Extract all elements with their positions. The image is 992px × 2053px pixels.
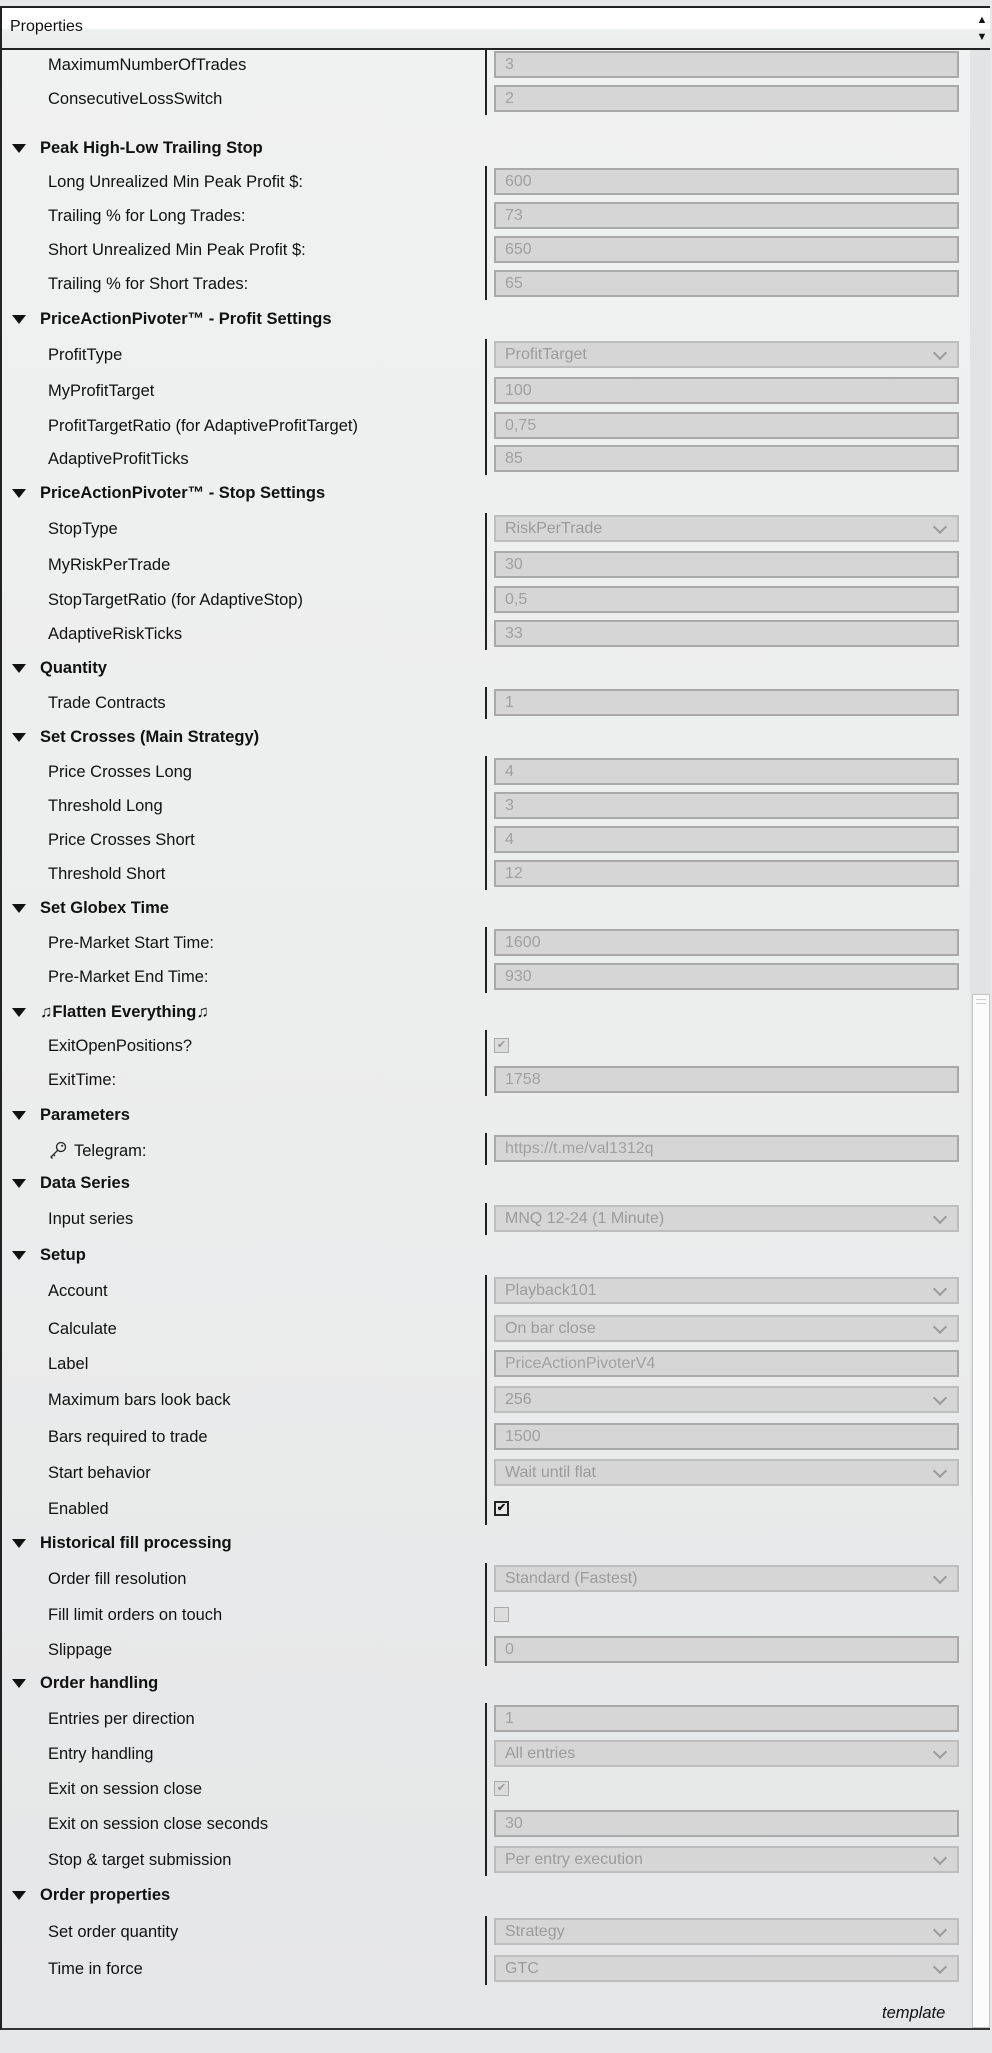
- property-label-text: Exit on session close: [48, 1780, 203, 1798]
- property-input[interactable]: [494, 85, 959, 112]
- chevron-down-icon[interactable]: [933, 346, 947, 360]
- property-label-text: Trailing % for Short Trades:: [48, 275, 249, 293]
- property-row: [2, 688, 962, 718]
- property-grid: [2, 8, 990, 2028]
- property-label: [48, 968, 208, 987]
- property-label: [48, 1851, 231, 1870]
- property-dropdown[interactable]: [494, 1740, 959, 1767]
- property-value: Playback101: [505, 1281, 597, 1299]
- property-label: [48, 1320, 117, 1339]
- property-label-text: Short Unrealized Min Peak Profit $:: [48, 241, 306, 259]
- property-input[interactable]: [494, 826, 959, 853]
- category-label: Peak High-Low Trailing Stop: [40, 138, 263, 157]
- property-row: [2, 1065, 962, 1095]
- property-label-text: AdaptiveProfitTicks: [48, 450, 189, 468]
- property-input[interactable]: [494, 551, 959, 578]
- property-label-text: Slippage: [48, 1641, 113, 1659]
- property-input[interactable]: [494, 860, 959, 887]
- property-label-text: Order fill resolution: [48, 1570, 187, 1588]
- category-label: PriceActionPivoter™ - Profit Settings: [40, 309, 332, 328]
- property-dropdown[interactable]: [494, 1459, 959, 1486]
- property-input[interactable]: [494, 202, 959, 229]
- triangle-up-icon[interactable]: ▲: [976, 14, 988, 26]
- property-dropdown[interactable]: [494, 1277, 959, 1304]
- property-label: [48, 1570, 186, 1589]
- property-label-text: Threshold Long: [48, 797, 163, 815]
- property-value: 600: [505, 172, 532, 190]
- property-dropdown[interactable]: [494, 1846, 959, 1873]
- property-label-text: MaximumNumberOfTrades: [48, 56, 247, 74]
- property-label-text: Trailing % for Long Trades:: [48, 207, 246, 225]
- property-label-text: Fill limit orders on touch: [48, 1606, 223, 1624]
- property-label-text: Set order quantity: [48, 1923, 179, 1941]
- property-row: [2, 1600, 962, 1630]
- property-input[interactable]: [494, 1810, 959, 1837]
- property-value: 4: [505, 830, 514, 848]
- category-label: Quantity: [40, 658, 107, 677]
- property-value: Per entry execution: [505, 1850, 643, 1868]
- property-row: [2, 1494, 962, 1524]
- property-label: [48, 90, 222, 109]
- property-row: [2, 167, 962, 197]
- property-checkbox[interactable]: [494, 1038, 509, 1053]
- checkmark-icon: ✔: [496, 1502, 507, 1514]
- property-label-text: Bars required to trade: [48, 1428, 208, 1446]
- property-input[interactable]: [494, 1705, 959, 1732]
- property-input[interactable]: [494, 445, 959, 472]
- property-label-text: Maximum bars look back: [48, 1391, 231, 1409]
- property-row: [2, 1739, 962, 1769]
- property-label-text: ExitOpenPositions?: [48, 1037, 192, 1055]
- property-row: [2, 1134, 962, 1164]
- collapse-triangle-icon[interactable]: [12, 1008, 26, 1017]
- property-label: [48, 346, 122, 365]
- category-header[interactable]: [2, 722, 962, 752]
- property-checkbox[interactable]: [494, 1781, 509, 1796]
- collapse-triangle-icon[interactable]: [12, 315, 26, 324]
- property-input[interactable]: [494, 1135, 959, 1162]
- category-header[interactable]: [2, 1240, 962, 1270]
- property-label: [48, 382, 154, 401]
- property-label: [48, 934, 214, 953]
- property-label: [48, 417, 358, 436]
- category-header[interactable]: [2, 478, 962, 508]
- property-label-text: Price Crosses Short: [48, 831, 195, 849]
- category-header[interactable]: [2, 653, 962, 683]
- property-label: [48, 556, 170, 575]
- property-label-text: Threshold Short: [48, 865, 166, 883]
- checkmark-icon: ✔: [496, 1039, 507, 1051]
- property-value: 30: [505, 555, 523, 573]
- property-label: [48, 1500, 109, 1519]
- property-label: [48, 1960, 143, 1979]
- property-value: PriceActionPivoterV4: [505, 1354, 656, 1372]
- category-header[interactable]: [2, 1168, 962, 1198]
- collapse-triangle-icon[interactable]: [12, 489, 26, 498]
- property-label: [48, 56, 246, 75]
- property-label: [48, 1815, 268, 1834]
- triangle-down-icon[interactable]: ▼: [976, 31, 988, 43]
- property-row: [2, 619, 962, 649]
- collapse-triangle-icon[interactable]: [12, 733, 26, 742]
- property-label-text: ProfitTargetRatio (for AdaptiveProfitTarget): [48, 417, 358, 435]
- property-checkbox[interactable]: [494, 1607, 509, 1622]
- property-value: 0,75: [505, 416, 537, 434]
- chevron-down-icon[interactable]: [933, 1320, 947, 1334]
- property-row: [2, 444, 962, 474]
- property-input[interactable]: [494, 412, 959, 439]
- property-row: [2, 201, 962, 231]
- property-row: [2, 859, 962, 889]
- property-input[interactable]: [494, 270, 959, 297]
- chevron-down-icon[interactable]: [933, 1210, 947, 1224]
- property-input[interactable]: [494, 51, 959, 78]
- property-label-text: Entry handling: [48, 1745, 154, 1763]
- property-row: [2, 340, 962, 370]
- property-label-text: StopTargetRatio (for AdaptiveStop): [48, 591, 303, 609]
- property-value: https://t.me/val1312q: [505, 1139, 654, 1157]
- property-label: [48, 1210, 133, 1229]
- property-row: [2, 1458, 962, 1488]
- property-label-text: Label: [48, 1355, 89, 1373]
- property-label: [48, 763, 192, 782]
- property-input[interactable]: [494, 586, 959, 613]
- property-value: 3: [505, 796, 514, 814]
- category-label: Historical fill processing: [40, 1533, 232, 1552]
- property-input[interactable]: [494, 377, 959, 404]
- category-header[interactable]: [2, 1100, 962, 1130]
- property-dropdown[interactable]: [494, 1386, 959, 1413]
- property-label-text: ProfitType: [48, 346, 123, 364]
- property-label: [48, 1710, 195, 1729]
- collapse-triangle-icon[interactable]: [12, 664, 26, 673]
- property-label: [48, 275, 248, 294]
- property-value: 0: [505, 1640, 514, 1658]
- property-value: 4: [505, 762, 514, 780]
- property-value: 1: [505, 693, 514, 711]
- property-row: [2, 791, 962, 821]
- property-dropdown[interactable]: [494, 1565, 959, 1592]
- property-value: 650: [505, 240, 532, 258]
- property-label: [48, 520, 118, 539]
- key-icon: [48, 1140, 68, 1165]
- property-value: Wait until flat: [505, 1463, 596, 1481]
- property-row: [2, 1704, 962, 1734]
- property-label-text: MyProfitTarget: [48, 382, 155, 400]
- property-dropdown[interactable]: [494, 1955, 959, 1982]
- property-value: GTC: [505, 1959, 539, 1977]
- property-value: Strategy: [505, 1922, 565, 1940]
- property-value: 1758: [505, 1070, 541, 1088]
- property-value: 2: [505, 89, 514, 107]
- property-label: [48, 797, 163, 816]
- property-label: [48, 1923, 178, 1942]
- collapse-triangle-icon[interactable]: [12, 1251, 26, 1260]
- property-label-text: Start behavior: [48, 1464, 151, 1482]
- property-label-text: ExitTime:: [48, 1071, 117, 1089]
- property-dropdown[interactable]: [494, 1205, 959, 1232]
- property-value: All entries: [505, 1744, 576, 1762]
- property-input[interactable]: [494, 689, 959, 716]
- property-dropdown[interactable]: [494, 515, 959, 542]
- property-row: [2, 1204, 962, 1234]
- property-row: [2, 235, 962, 265]
- chevron-down-icon[interactable]: [933, 1851, 947, 1865]
- property-row: [2, 1314, 962, 1344]
- property-value: 1600: [505, 933, 541, 951]
- property-label-text: Telegram:: [74, 1142, 147, 1160]
- property-row: [2, 84, 962, 114]
- property-input[interactable]: [494, 236, 959, 263]
- category-label: Parameters: [40, 1105, 130, 1124]
- property-input[interactable]: [494, 929, 959, 956]
- property-label: [48, 1282, 108, 1301]
- chevron-down-icon[interactable]: [933, 1960, 947, 1974]
- property-row: [2, 411, 962, 441]
- property-label: [48, 694, 166, 713]
- property-input[interactable]: [494, 1423, 959, 1450]
- property-label-text: Stop & target submission: [48, 1851, 232, 1869]
- chevron-down-icon[interactable]: [933, 520, 947, 534]
- property-row: [2, 1276, 962, 1306]
- property-label: [48, 865, 165, 884]
- property-checkbox[interactable]: [494, 1501, 509, 1516]
- property-value: Standard (Fastest): [505, 1569, 638, 1587]
- property-label: [48, 173, 303, 192]
- property-value: 3: [505, 55, 514, 73]
- category-label: Order handling: [40, 1673, 159, 1692]
- property-dropdown[interactable]: [494, 341, 959, 368]
- property-row: [2, 962, 962, 992]
- property-row: [2, 514, 962, 544]
- property-input[interactable]: [494, 1066, 959, 1093]
- property-value: 1: [505, 1709, 514, 1727]
- property-row: [2, 1809, 962, 1839]
- property-value: 12: [505, 864, 523, 882]
- collapse-triangle-icon[interactable]: [12, 904, 26, 913]
- property-row: [2, 757, 962, 787]
- property-label-text: Account: [48, 1282, 108, 1300]
- property-label-text: StopType: [48, 520, 118, 538]
- property-value: 100: [505, 381, 532, 399]
- property-row: [2, 585, 962, 615]
- category-label: Data Series: [40, 1173, 130, 1192]
- property-row: [2, 50, 962, 80]
- property-row: [2, 1564, 962, 1594]
- property-label-text: Price Crosses Long: [48, 763, 192, 781]
- vertical-scrollbar-thumb[interactable]: [972, 994, 990, 2028]
- property-value: 65: [505, 274, 523, 292]
- properties-panel: [0, 6, 990, 2030]
- property-label-text: ConsecutiveLossSwitch: [48, 90, 223, 108]
- category-label: ♫Flatten Everything♫: [40, 1002, 209, 1021]
- property-value: 0,5: [505, 590, 528, 608]
- category-label: Set Crosses (Main Strategy): [40, 727, 260, 746]
- category-header[interactable]: [2, 1880, 962, 1910]
- property-label-text: Pre-Market End Time:: [48, 968, 209, 986]
- collapse-triangle-icon[interactable]: [12, 144, 26, 153]
- property-label-text: Exit on session close seconds: [48, 1815, 269, 1833]
- property-value: 30: [505, 1814, 523, 1832]
- property-row: [2, 825, 962, 855]
- property-label: [48, 1745, 154, 1764]
- property-label: [48, 450, 189, 469]
- property-label: [48, 1391, 230, 1410]
- property-label-text: Long Unrealized Min Peak Profit $:: [48, 173, 303, 191]
- collapse-triangle-icon[interactable]: [12, 1891, 26, 1900]
- collapse-triangle-icon[interactable]: [12, 1179, 26, 1188]
- category-header[interactable]: [2, 304, 962, 334]
- property-row: [2, 1917, 962, 1947]
- property-label-text: AdaptiveRiskTicks: [48, 625, 183, 643]
- property-row: [2, 269, 962, 299]
- property-value: 930: [505, 967, 532, 985]
- property-label: [48, 1428, 208, 1447]
- chevron-down-icon[interactable]: [933, 1570, 947, 1584]
- collapse-triangle-icon[interactable]: [12, 1679, 26, 1688]
- property-label: [48, 1606, 222, 1625]
- property-label: [48, 241, 306, 260]
- property-label: [48, 207, 245, 226]
- property-dropdown[interactable]: [494, 1315, 959, 1342]
- property-label-text: Input series: [48, 1210, 134, 1228]
- chevron-down-icon[interactable]: [933, 1464, 947, 1478]
- property-dropdown[interactable]: [494, 1918, 959, 1945]
- chevron-down-icon[interactable]: [933, 1923, 947, 1937]
- property-row: [2, 376, 962, 406]
- property-label: [48, 1037, 192, 1056]
- property-value: 33: [505, 624, 523, 642]
- property-label-text: Entries per direction: [48, 1710, 195, 1728]
- property-label-text: Pre-Market Start Time:: [48, 934, 214, 952]
- checkmark-icon: ✔: [496, 1782, 507, 1794]
- property-label: [48, 1780, 202, 1799]
- property-row: [2, 1422, 962, 1452]
- property-label: [48, 625, 182, 644]
- property-input[interactable]: [494, 1350, 959, 1377]
- property-row: [2, 550, 962, 580]
- category-label: Order properties: [40, 1885, 171, 1904]
- property-label: [48, 1071, 116, 1090]
- property-value: 85: [505, 449, 523, 467]
- property-input[interactable]: [494, 963, 959, 990]
- property-row: [2, 1349, 962, 1379]
- property-label-text: Enabled: [48, 1500, 109, 1518]
- property-label: [48, 1355, 88, 1374]
- property-row: [2, 1954, 962, 1984]
- property-label-text: Time in force: [48, 1960, 143, 1978]
- category-header[interactable]: [2, 133, 962, 163]
- category-header[interactable]: [2, 893, 962, 923]
- property-label: [48, 1464, 151, 1483]
- property-label-text: MyRiskPerTrade: [48, 556, 171, 574]
- property-value: 73: [505, 206, 523, 224]
- category-label: Set Globex Time: [40, 898, 169, 917]
- property-value: ProfitTarget: [505, 345, 587, 363]
- category-label: Setup: [40, 1245, 86, 1264]
- panel-title: Properties: [10, 18, 83, 35]
- property-value: MNQ 12-24 (1 Minute): [505, 1209, 665, 1227]
- category-header[interactable]: [2, 1668, 962, 1698]
- chevron-down-icon[interactable]: [933, 1391, 947, 1405]
- chevron-down-icon[interactable]: [933, 1745, 947, 1759]
- properties-header: [2, 8, 990, 50]
- scrollbar-grip-line: [976, 1003, 986, 1004]
- category-header[interactable]: [2, 1528, 962, 1558]
- property-input[interactable]: [494, 620, 959, 647]
- property-input[interactable]: [494, 792, 959, 819]
- property-label-text: Calculate: [48, 1320, 117, 1338]
- property-row: [2, 1635, 962, 1665]
- property-value: On bar close: [505, 1319, 596, 1337]
- property-row: [2, 1385, 962, 1415]
- property-label: [48, 1641, 112, 1660]
- property-input[interactable]: [494, 1636, 959, 1663]
- property-value: 1500: [505, 1427, 541, 1445]
- property-row: [2, 1845, 962, 1875]
- category-label: PriceActionPivoter™ - Stop Settings: [40, 483, 326, 502]
- property-input[interactable]: [494, 758, 959, 785]
- collapse-triangle-icon[interactable]: [12, 1111, 26, 1120]
- property-input[interactable]: [494, 168, 959, 195]
- category-header[interactable]: [2, 997, 962, 1027]
- property-value: RiskPerTrade: [505, 519, 603, 537]
- property-row: [2, 1774, 962, 1804]
- property-label: [48, 1140, 146, 1165]
- chevron-down-icon[interactable]: [933, 1282, 947, 1296]
- property-row: [2, 1031, 962, 1061]
- property-label: [48, 591, 303, 610]
- template-link[interactable]: template: [882, 2004, 946, 2022]
- collapse-triangle-icon[interactable]: [12, 1539, 26, 1548]
- property-value: 256: [505, 1390, 532, 1408]
- scrollbar-grip-line: [976, 999, 986, 1000]
- property-row: [2, 928, 962, 958]
- property-label: [48, 831, 195, 850]
- property-label-text: Trade Contracts: [48, 694, 166, 712]
